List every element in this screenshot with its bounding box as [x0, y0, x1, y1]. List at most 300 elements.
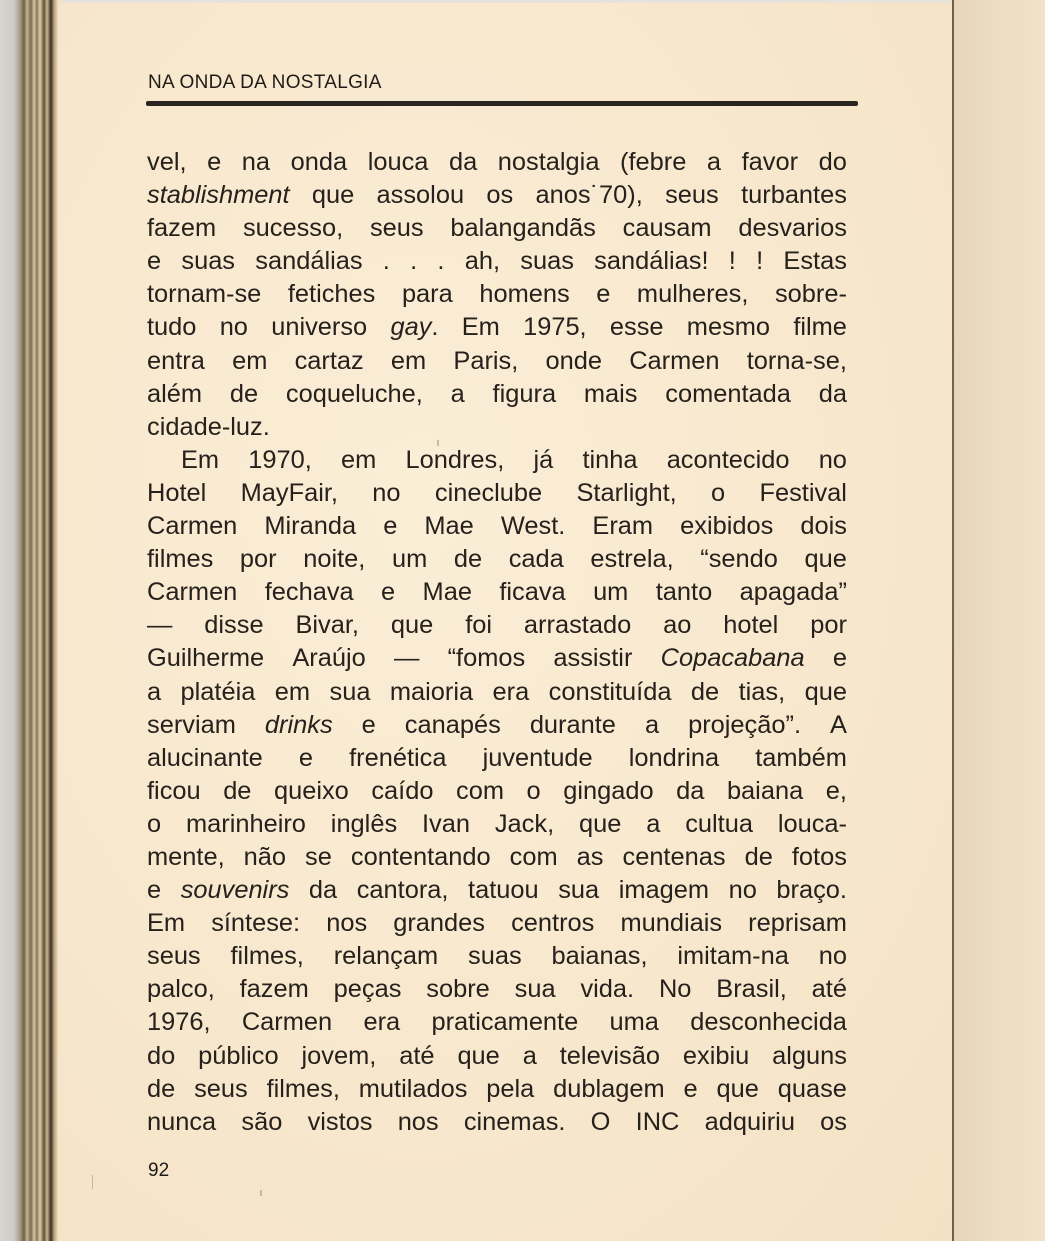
text: e — [383, 512, 398, 541]
text: INC — [635, 1107, 680, 1136]
word — [465, 245, 500, 278]
text: do — [147, 1041, 176, 1070]
word — [747, 345, 847, 378]
word — [368, 146, 429, 179]
text: da — [676, 776, 705, 805]
word — [610, 311, 664, 344]
word — [326, 907, 367, 940]
text: sua — [329, 677, 371, 706]
text: fazem — [147, 214, 217, 243]
text: . — [437, 247, 445, 276]
text: e — [147, 247, 162, 276]
text: Eram — [592, 512, 654, 541]
text: ao — [663, 611, 692, 640]
text: 1975, — [523, 313, 587, 342]
text: uma — [609, 1008, 659, 1037]
word — [242, 146, 270, 179]
text: o — [147, 809, 162, 838]
word — [194, 1073, 248, 1106]
word — [464, 1106, 566, 1139]
text: Araújo — [292, 644, 366, 673]
word — [793, 311, 847, 344]
text: West. — [500, 512, 566, 541]
word — [147, 973, 215, 1006]
word — [308, 1106, 373, 1139]
text: de — [744, 842, 773, 871]
word — [637, 278, 748, 311]
word — [776, 874, 847, 907]
text-line — [147, 278, 847, 311]
word — [423, 576, 472, 609]
word — [707, 146, 721, 179]
page-number: 92 — [148, 1160, 170, 1181]
text: Brasil, — [716, 975, 787, 1004]
text: queixo — [273, 776, 349, 805]
word — [591, 1106, 611, 1139]
word — [619, 874, 709, 907]
text: fotos — [791, 842, 847, 871]
text: caído — [371, 776, 434, 805]
word — [462, 311, 500, 344]
word — [493, 378, 557, 411]
text: vida. — [580, 975, 635, 1004]
text-line — [147, 742, 847, 775]
word — [147, 775, 201, 808]
word — [691, 676, 719, 709]
text-line — [147, 345, 847, 378]
text: . — [410, 247, 418, 276]
text: Mae — [424, 512, 474, 541]
word — [147, 345, 205, 378]
text: que — [390, 611, 434, 640]
text: balangandãs — [450, 214, 596, 243]
text: acontecido — [666, 445, 790, 474]
word — [147, 742, 263, 775]
word — [274, 775, 349, 808]
word — [147, 411, 270, 444]
word — [181, 676, 256, 709]
text: a — [147, 677, 162, 706]
text: praticamente — [431, 1008, 579, 1037]
text: a — [450, 379, 465, 408]
text: assolou — [376, 181, 465, 210]
word — [468, 874, 539, 907]
text: contentando — [350, 842, 491, 871]
text: ! — [756, 247, 764, 276]
page-fold-line — [952, 0, 954, 1241]
text: Ivan — [422, 809, 470, 838]
text-line — [147, 1006, 847, 1039]
word — [593, 576, 628, 609]
word — [684, 1073, 698, 1106]
text: pela — [486, 1074, 535, 1103]
word — [778, 808, 847, 841]
word — [756, 245, 763, 278]
word — [303, 543, 365, 576]
word — [147, 1106, 216, 1139]
text: universo — [271, 313, 368, 342]
word — [465, 609, 492, 642]
word — [147, 874, 161, 907]
text: em — [341, 445, 377, 474]
word — [592, 510, 653, 543]
word — [271, 311, 367, 344]
text: cineclube — [434, 478, 543, 507]
word — [688, 709, 801, 742]
word — [665, 378, 791, 411]
text: com — [509, 842, 558, 871]
text: para — [401, 280, 453, 309]
text: exibidos — [680, 512, 774, 541]
word — [580, 973, 634, 1006]
word — [402, 278, 453, 311]
word — [147, 676, 161, 709]
word — [656, 576, 712, 609]
text-line — [147, 1040, 847, 1073]
word — [536, 179, 643, 212]
text: até — [811, 975, 847, 1004]
text: sandálias — [255, 247, 363, 276]
word — [424, 510, 473, 543]
text: anos˙70), — [535, 181, 643, 210]
text: ah, — [464, 247, 501, 276]
text: imagem — [618, 876, 710, 905]
text: que — [804, 677, 847, 706]
text: figura — [492, 379, 557, 408]
word — [265, 709, 333, 742]
text: Carmen — [147, 512, 238, 541]
word — [341, 444, 376, 477]
text: cidade-luz. — [147, 412, 270, 441]
text: de — [690, 677, 720, 706]
word — [498, 146, 600, 179]
text: as — [576, 842, 604, 871]
italic-text: gay — [390, 313, 432, 342]
text-line — [147, 1073, 847, 1106]
word — [147, 609, 172, 642]
text: em — [232, 346, 268, 375]
word — [295, 345, 364, 378]
text: adquiriu — [704, 1107, 795, 1136]
text: desconhecida — [690, 1008, 847, 1037]
word — [147, 907, 185, 940]
word — [680, 510, 773, 543]
italic-text: souvenirs — [180, 876, 290, 905]
word — [240, 543, 277, 576]
text: filmes — [147, 545, 214, 574]
word — [523, 311, 587, 344]
word — [288, 278, 376, 311]
text: mulheres, — [636, 280, 749, 309]
text: ! — [728, 247, 736, 276]
word — [398, 1106, 439, 1139]
word — [248, 444, 312, 477]
text: maioria — [389, 677, 474, 706]
text: os — [820, 1107, 847, 1136]
text: ficou — [147, 776, 201, 805]
text: mais — [583, 379, 638, 408]
word — [451, 378, 465, 411]
text: não — [243, 842, 287, 871]
word — [546, 345, 602, 378]
text-line — [147, 444, 847, 477]
text: nos — [397, 1107, 439, 1136]
word — [241, 1106, 282, 1139]
word — [775, 278, 847, 311]
text: da — [448, 148, 478, 176]
word — [579, 808, 621, 841]
word — [147, 1040, 175, 1073]
word — [147, 311, 196, 344]
text: que — [311, 181, 355, 210]
word — [422, 808, 470, 841]
word — [330, 676, 371, 709]
word — [147, 1073, 175, 1106]
text-line — [147, 841, 847, 874]
text: cultua — [685, 809, 753, 838]
text: centros — [511, 909, 595, 938]
word — [826, 775, 847, 808]
word — [231, 940, 304, 973]
word — [291, 146, 347, 179]
word — [805, 676, 847, 709]
word — [509, 543, 564, 576]
body-text — [147, 146, 847, 1139]
word — [530, 709, 616, 742]
text: constituída — [548, 677, 672, 706]
word — [520, 245, 574, 278]
text: era — [492, 677, 530, 706]
text: suas — [468, 942, 522, 971]
text: filmes, — [266, 1074, 340, 1103]
word — [629, 742, 719, 775]
word — [810, 609, 847, 642]
text: fetiches — [287, 280, 376, 309]
word — [147, 841, 225, 874]
text: cartaz — [294, 346, 364, 375]
text: Hotel — [147, 478, 207, 507]
text-line — [147, 973, 847, 1006]
text: e — [361, 710, 376, 739]
text: seus — [665, 181, 719, 210]
text: Starlight, — [576, 478, 677, 507]
word — [511, 907, 594, 940]
word — [457, 1040, 499, 1073]
text: e — [683, 1074, 698, 1103]
text: de — [223, 776, 252, 805]
text: e, — [825, 776, 847, 805]
word — [392, 543, 427, 576]
text: sua — [514, 975, 556, 1004]
text: nostalgia — [497, 148, 600, 176]
word — [186, 808, 306, 841]
word — [620, 146, 686, 179]
text: torna-se, — [746, 346, 847, 375]
text: era — [363, 1008, 401, 1037]
word — [147, 278, 261, 311]
text: louca- — [777, 809, 847, 838]
word — [486, 1073, 534, 1106]
word — [663, 609, 691, 642]
text: Paris, — [453, 346, 519, 375]
text-line — [147, 940, 847, 973]
word — [833, 642, 847, 675]
word — [357, 874, 449, 907]
text: que — [716, 1074, 759, 1103]
word — [819, 444, 847, 477]
word — [792, 841, 847, 874]
word — [232, 345, 267, 378]
text: mundiais — [620, 909, 723, 938]
word — [741, 179, 847, 212]
text: frenética — [349, 743, 447, 772]
word — [527, 775, 541, 808]
word — [661, 642, 805, 675]
word — [147, 940, 201, 973]
text: fechava — [264, 578, 354, 607]
word — [181, 245, 235, 278]
word — [738, 212, 847, 245]
word — [515, 973, 556, 1006]
text: Carmen — [147, 578, 238, 607]
word — [479, 278, 569, 311]
text: disse — [204, 611, 264, 640]
word — [147, 808, 161, 841]
text: juventude — [482, 743, 593, 772]
text-line — [147, 907, 847, 940]
text: nos — [326, 909, 368, 938]
text: e — [832, 644, 847, 673]
italic-text: drinks — [264, 710, 333, 739]
text: durante — [529, 710, 616, 739]
word — [351, 841, 491, 874]
text: Jack, — [494, 809, 555, 838]
text: seus — [147, 942, 201, 971]
word — [391, 345, 426, 378]
text: de — [147, 1074, 176, 1103]
text-line — [147, 874, 847, 907]
word — [590, 543, 673, 576]
text: hotel — [723, 611, 779, 640]
text-line — [147, 808, 847, 841]
word — [552, 940, 648, 973]
text-line — [147, 212, 847, 245]
word — [383, 245, 390, 278]
word — [286, 378, 423, 411]
word — [501, 510, 565, 543]
text: 1970, — [248, 445, 312, 474]
text: até — [399, 1041, 435, 1070]
word — [450, 212, 595, 245]
word — [410, 245, 417, 278]
word — [147, 510, 237, 543]
word — [783, 245, 847, 278]
text: também — [755, 743, 847, 772]
text: estrela, — [590, 545, 674, 574]
text: esse — [609, 313, 664, 342]
text: Miranda — [264, 512, 357, 541]
word — [230, 378, 258, 411]
word — [302, 1040, 377, 1073]
running-head: NA ONDA DA NOSTALGIA — [148, 72, 382, 93]
text: Em — [461, 313, 500, 342]
text: canapés — [404, 710, 501, 739]
text: O — [590, 1107, 611, 1136]
word — [667, 444, 790, 477]
word — [499, 576, 565, 609]
word — [677, 940, 788, 973]
text: alucinante — [147, 743, 263, 772]
text-line — [147, 775, 847, 808]
word — [723, 609, 778, 642]
text: filmes, — [230, 942, 304, 971]
next-page-edge — [953, 0, 1045, 1241]
word — [240, 973, 309, 1006]
word — [800, 510, 847, 543]
word — [265, 576, 354, 609]
text: ficava — [499, 578, 566, 607]
text: Estas — [783, 247, 847, 276]
word — [207, 146, 221, 179]
text: seus — [194, 1074, 248, 1103]
word — [729, 874, 757, 907]
word — [645, 709, 659, 742]
word — [594, 245, 708, 278]
text: baianas, — [551, 942, 648, 971]
word — [705, 1106, 795, 1139]
text: mutilados — [358, 1074, 468, 1103]
word — [181, 874, 290, 907]
word — [523, 1040, 537, 1073]
word — [812, 973, 847, 1006]
word — [437, 245, 444, 278]
word — [819, 146, 847, 179]
word — [646, 808, 660, 841]
text: . — [431, 313, 439, 342]
text: vistos — [307, 1107, 373, 1136]
text: vel, — [147, 148, 187, 176]
text: tinha — [582, 445, 638, 474]
text: síntese: — [211, 909, 301, 938]
word — [830, 709, 847, 742]
word — [244, 841, 286, 874]
text: por — [810, 611, 847, 640]
word — [748, 907, 847, 940]
text: centenas — [622, 842, 726, 871]
text: sua — [558, 876, 600, 905]
text: grandes — [393, 909, 485, 938]
text: que — [578, 809, 622, 838]
word — [405, 709, 501, 742]
word — [453, 345, 518, 378]
text: a — [706, 148, 722, 176]
text: entra — [147, 346, 205, 375]
word — [659, 973, 691, 1006]
word — [745, 841, 773, 874]
text: Carmen — [629, 346, 720, 375]
text: que — [457, 1041, 500, 1070]
text: Guilherme — [147, 644, 265, 673]
word — [449, 146, 477, 179]
text: se — [305, 842, 332, 871]
text-line — [147, 477, 847, 510]
text: noite, — [303, 545, 366, 574]
word — [381, 576, 395, 609]
word — [483, 742, 593, 775]
word — [716, 973, 787, 1006]
word — [468, 940, 522, 973]
word — [181, 444, 219, 477]
